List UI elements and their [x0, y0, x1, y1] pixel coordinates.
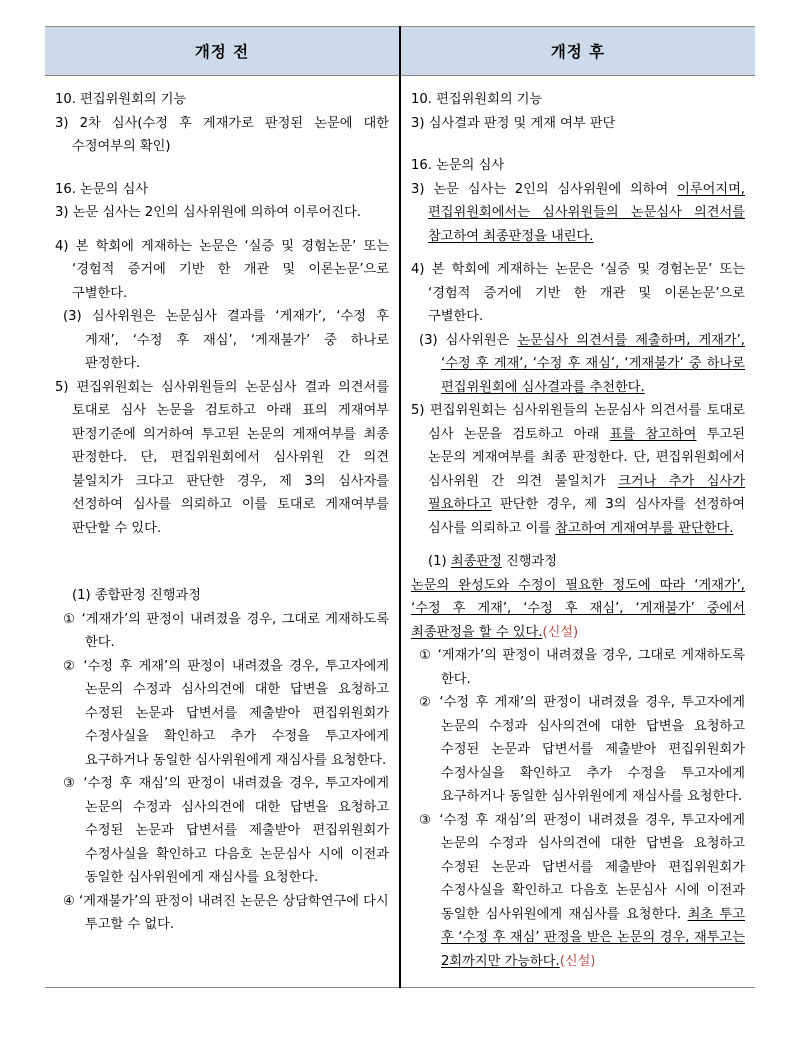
revision-comparison-table [45, 26, 755, 988]
before-subheading-1: (1) 종합판정 진행과정 [72, 588, 201, 603]
before-step-2: ② ‘수정 후 게재’의 판정이 내려졌을 경우, 투고자에게 논문의 수정과 심사의견에 대한 답변을 요청하고 수정된 논문과 답변서를 제출받아 편집위원회가 수정사실을 확인하고 추가 수정을 투고자에게 요구하거나 동일한 심사위원에게 재심사를 요청한다. [63, 658, 389, 768]
paragraph-gap [55, 159, 389, 178]
cell-after-revision [400, 76, 755, 988]
before-item-16-4: 4) 본 학회에 게재하는 논문은 ‘실증 및 경험논문’ 또는 ‘경험적 증거에 기반 한 개관 및 이론논문’으로 구별한다. [55, 238, 389, 301]
after-subheading-1-revised: 최종판정 [450, 554, 502, 569]
paragraph-gap [411, 540, 745, 550]
new-clause-tag: (신설) [559, 953, 596, 969]
before-item-16-4-3: (3) 심사위원은 논문심사 결과를 ‘게재가’, ‘수정 후 게재’, ‘수정 후 재심’, ‘게재불가’ 중 하나로 판정한다. [63, 309, 389, 371]
before-step-4: ④ ‘게재불가’의 판정이 내려진 논문은 상담학연구에 다시 투고할 수 없다. [63, 893, 389, 932]
after-item-16-4-3 [411, 329, 745, 400]
after-item-16-5-revised2: 크거나 추가 심사가 필요하다고 [428, 473, 746, 512]
after-item-16-3-plain: 3) 논문 심사는 2인의 심사위원에 의하여 [411, 181, 678, 197]
after-item-16-5-part3: 판단한 경우, 제 3의 심사자를 선정하여 심사를 의뢰하고 이를 [428, 497, 745, 536]
before-heading-10: 10. 편집위원회의 기능 [55, 92, 187, 107]
table-body [45, 76, 755, 988]
paragraph-gap [55, 540, 389, 584]
before-item-10-3: 3) 2차 심사(수정 후 게재가로 판정된 논문에 대한 수정여부의 확인) [55, 115, 389, 154]
after-heading-10: 10. 편집위원회의 기능 [411, 92, 543, 107]
after-item-16-4-3-plain: (3) 심사위원은 [419, 332, 518, 348]
after-item-16-3-revised: 이루어지며, 편집위원회에서는 심사위원들의 논문심사 의견서를 참고하여 최종판정을 내린다. [428, 181, 745, 244]
after-subheading-1 [411, 550, 745, 574]
after-subheading-1-body-revised: 논문의 완성도와 수정이 필요한 정도에 따라 ‘게재가’, ‘수정 후 게재’, ‘수정 후 재심’, ‘게재불가’ 중에서 최종판정을 할 수 있다. [411, 577, 745, 640]
column-header-before: 개정 전 [45, 27, 400, 76]
after-item-16-5 [411, 399, 745, 540]
before-item-16-3: 3) 논문 심사는 2인의 심사위원에 의하여 이루어진다. [55, 205, 362, 220]
paragraph-gap [411, 248, 745, 258]
after-step-2: ② ‘수정 후 게재’의 판정이 내려졌을 경우, 투고자에게 논문의 수정과 심사의견에 대한 답변을 요청하고 수정된 논문과 답변서를 제출받아 편집위원회가 수정사실을 확인하고 추가 수정을 투고자에게 요구하거나 동일한 심사위원에게 재심사를 요청한다. [419, 695, 745, 804]
after-step-3-plain: ③ ‘수정 후 재심’의 판정이 내려졌을 경우, 투고자에게 논문의 수정과 심사의견에 대한 답변을 요청하고 수정된 논문과 답변서를 제출받아 편집위원회가 수정사실을 확인하고 다음호 논문심사 시에 이전과 동일한 심사위원에게 재심사를 요청한다. [419, 812, 745, 922]
cell-before-revision [45, 76, 400, 988]
table-header [45, 27, 755, 76]
after-item-16-5-part2: 투고된 논문의 게재여부를 최종 판정한다. 단, 편집위원회에서 심사위원 간 의견 불일치가 [428, 426, 745, 489]
content-row [45, 76, 755, 988]
after-item-16-5-part1: 5) 편집위원회는 심사위원들의 논문심사 의견서를 토대로 심사 논문을 검토하고 아래 [411, 403, 745, 442]
after-item-16-4-3-revised: 논문심사 의견서를 제출하며, 게재가’, ‘수정 후 게재’, ‘수정 후 재심’, ‘게재불가’ 중 하나로 편집위원회에 심사결과를 추천한다. [441, 332, 745, 395]
after-item-16-5-revised3: 참고하여 게재여부를 판단한다. [555, 520, 734, 536]
before-heading-16: 16. 논문의 심사 [55, 181, 149, 197]
new-clause-tag: (신설) [542, 624, 579, 640]
after-subheading-1-plain: (1) [428, 554, 451, 569]
after-heading-16: 16. 논문의 심사 [411, 158, 505, 173]
after-item-16-5-revised1: 표를 참고하여 [609, 426, 697, 442]
after-subheading-1-rest: 진행과정 [501, 554, 557, 569]
after-step-1: ① ‘게재가’의 판정이 내려졌을 경우, 그대로 게재하도록 한다. [419, 648, 745, 687]
before-step-1: ① ‘게재가’의 판정이 내려졌을 경우, 그대로 게재하도록 한다. [63, 611, 389, 650]
before-step-3: ③ ‘수정 후 재심’의 판정이 내려졌을 경우, 투고자에게 논문의 수정과 심사의견에 대한 답변을 요청하고 수정된 논문과 답변서를 제출받아 편집위원회가 수정사실을 확인하고 다음호 논문심사 시에 이전과 동일한 심사위원에게 재심사를 요청한다. [63, 776, 389, 885]
after-item-16-3 [411, 178, 745, 249]
column-header-after: 개정 후 [400, 27, 755, 76]
after-step-3 [411, 809, 745, 974]
after-item-16-4: 4) 본 학회에 게재하는 논문은 ‘실증 및 경험논문’ 또는 ‘경험적 증거에 기반 한 개관 및 이론논문’으로 구별한다. [411, 262, 745, 324]
after-step-3-revised: 최초 투고 후 ‘수정 후 재심’ 판정을 받은 논문의 경우, 재투고는 2회까지만 가능하다. [441, 906, 745, 969]
before-item-16-5: 5) 편집위원회는 심사위원들의 논문심사 결과 의견서를 토대로 심사 논문을 검토하고 아래 표의 게재여부 판정기준에 의거하여 투고된 논문의 게재여부를 최종 판정한다. 단, 편집위원회에서 심사위원 간 의견 불일치가 크다고 판단한 경우, 제 3의 심사자를 선정하여 심사를 의뢰하고 이를 토대로 게재여부를 판단할 수 있다. [55, 379, 389, 536]
after-item-10-3: 3) 심사결과 판정 및 게재 여부 판단 [411, 115, 616, 131]
after-subheading-1-body [411, 574, 745, 645]
paragraph-gap [55, 225, 389, 235]
header-row [45, 27, 755, 76]
paragraph-gap [411, 135, 745, 154]
